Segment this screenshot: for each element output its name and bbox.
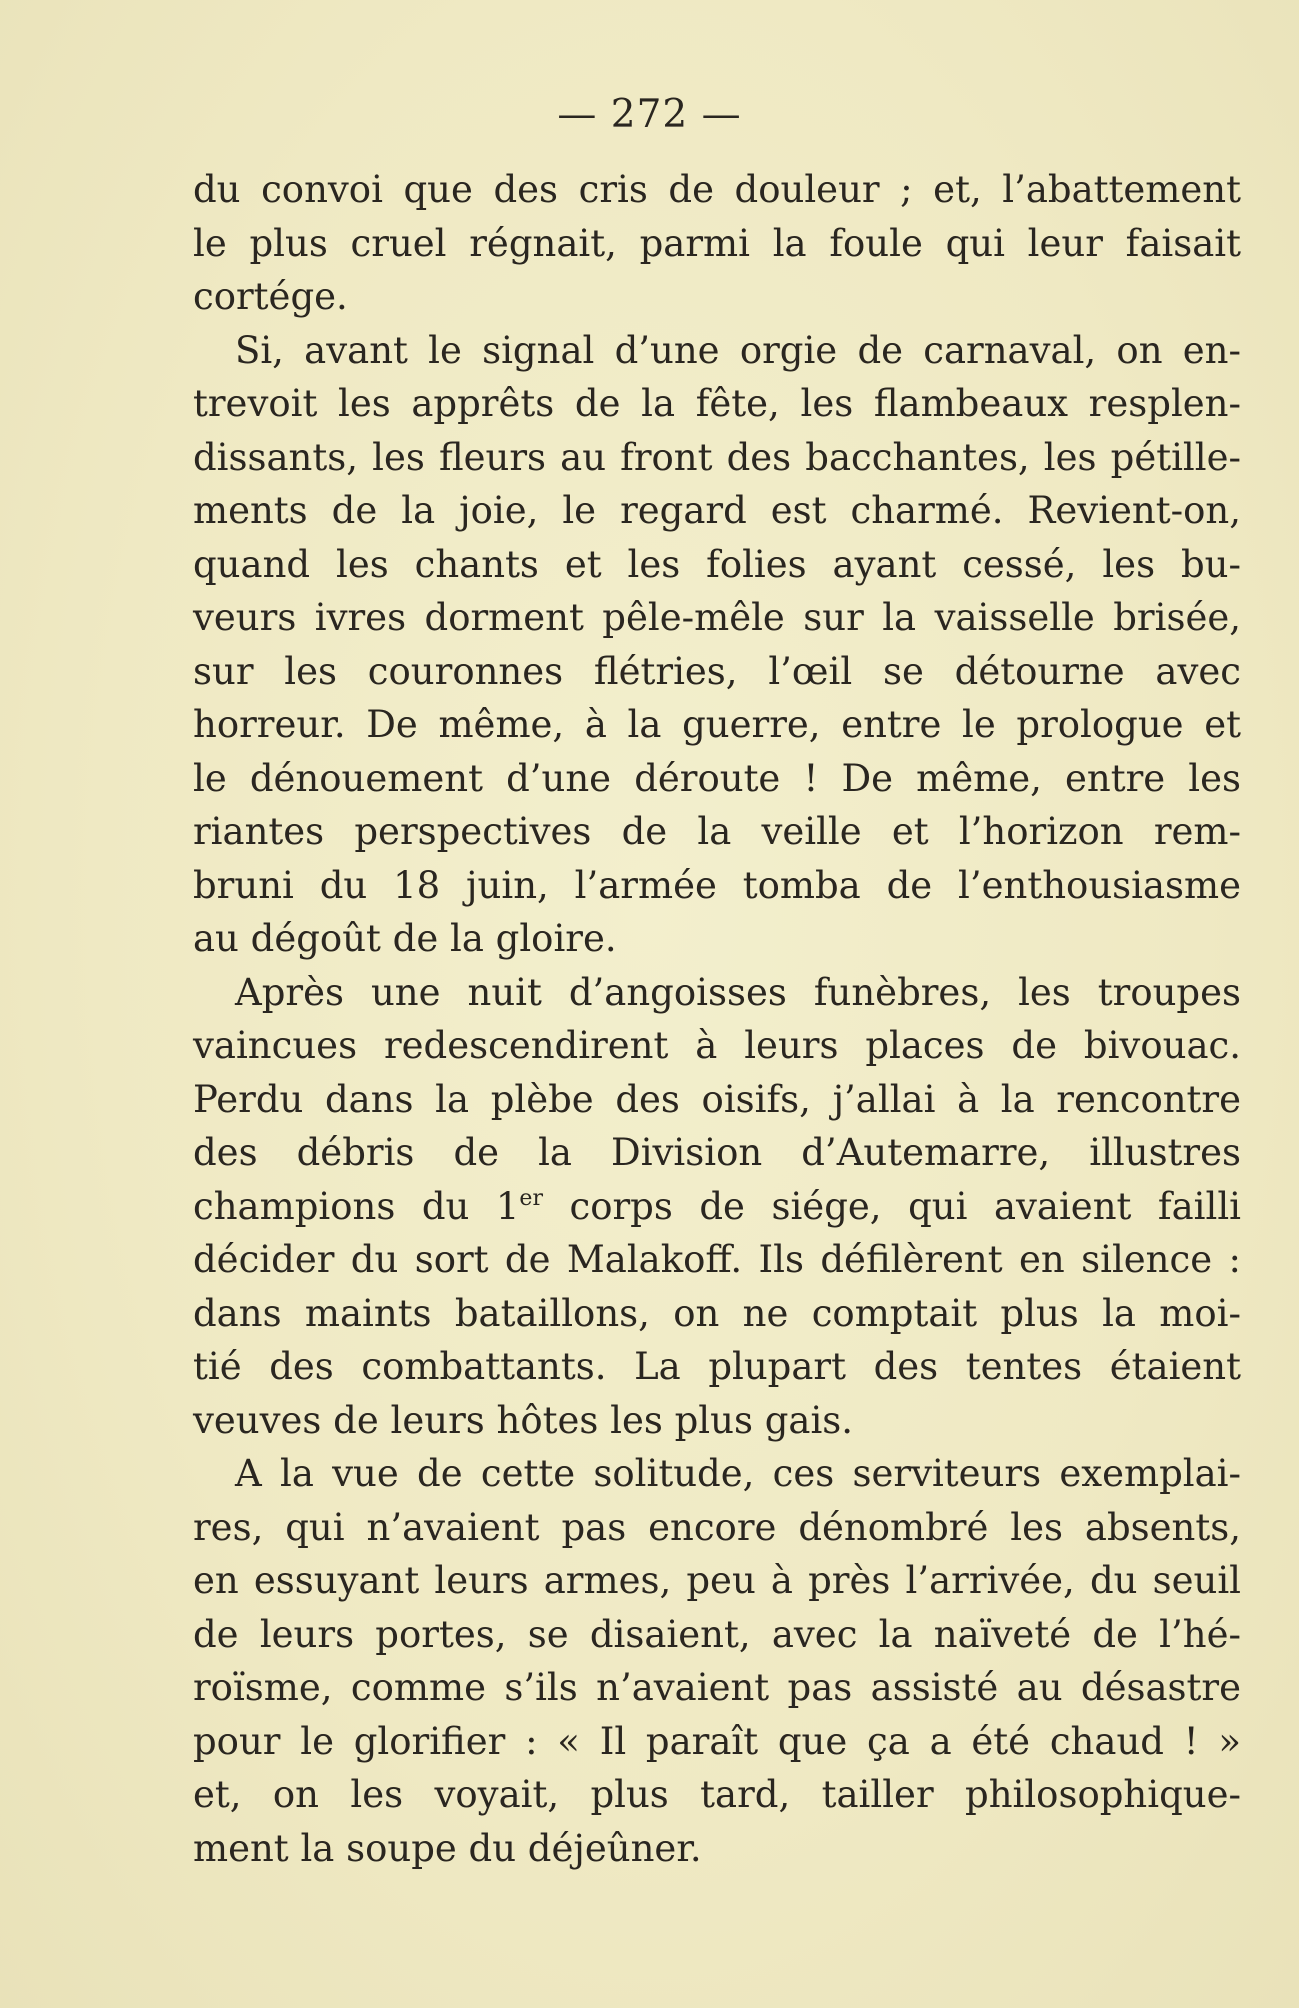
text-line: pour le glorifier : « Il paraît que ça a été chaud ! »: [193, 1719, 1241, 1763]
ordinal-superscript: er: [519, 1185, 543, 1211]
text-line: du convoi que des cris de douleur ; et, l’abattement: [193, 168, 1241, 211]
text-line: ments de la joie, le regard est charmé. Revient-on,: [193, 489, 1241, 532]
page-number: — 272 —: [557, 92, 742, 137]
text-line: roïsme, comme s’ils n’avaient pas assisté au désastre: [193, 1666, 1241, 1709]
text-line: décider du sort de Malakoff. Ils défilèrent en silence :: [193, 1238, 1241, 1281]
text-line: champions du 1er corps de siége, qui avaient failli: [193, 1184, 1242, 1228]
text-line: veurs ivres dorment pêle-mêle sur la vaisselle brisée,: [193, 596, 1241, 639]
text-line: veuves de leurs hôtes les plus gais.: [193, 1398, 854, 1442]
text-line: Après une nuit d’angoisses funèbres, les troupes: [235, 970, 1241, 1014]
text-line: sur les couronnes flétries, l’œil se détourne avec: [193, 649, 1241, 693]
text-line: tié des combattants. La plupart des tentes étaient: [193, 1345, 1241, 1388]
text-line: de leurs portes, se disaient, avec la naïveté de l’hé-: [193, 1612, 1241, 1656]
text-line: cortége.: [193, 275, 348, 318]
text-line: des débris de la Division d’Autemarre, illustres: [193, 1131, 1241, 1174]
text-line: vaincues redescendirent à leurs places de bivouac.: [193, 1024, 1241, 1067]
body-text: [193, 163, 1241, 1875]
text-line: le dénouement d’une déroute ! De même, entre les: [193, 756, 1241, 800]
text-line: trevoit les apprêts de la fête, les flambeaux resplen-: [193, 382, 1241, 425]
text-line: quand les chants et les folies ayant cessé, les bu-: [193, 542, 1241, 586]
text-line: et, on les voyait, plus tard, tailler philosophique-: [193, 1773, 1241, 1816]
text-line: ment la soupe du déjeûner.: [193, 1826, 702, 1870]
text-line: au dégoût de la gloire.: [193, 917, 617, 960]
text-line: A la vue de cette solitude, ces serviteurs exemplai-: [235, 1452, 1241, 1495]
text-line: Perdu dans la plèbe des oisifs, j’allai à la rencontre: [193, 1077, 1241, 1121]
text-line: dissants, les fleurs au front des bacchantes, les pétille-: [193, 435, 1241, 479]
text-line: dans maints bataillons, on ne comptait plus la moi-: [193, 1291, 1241, 1335]
text-line: horreur. De même, à la guerre, entre le prologue et: [193, 703, 1241, 746]
text-line: riantes perspectives de la veille et l’horizon rem-: [193, 810, 1241, 853]
text-line: res, qui n’avaient pas encore dénombré les absents,: [193, 1505, 1241, 1549]
text-line: le plus cruel régnait, parmi la foule qui leur faisait: [193, 221, 1241, 265]
text-line: bruni du 18 juin, l’armée tomba de l’enthousiasme: [193, 863, 1241, 907]
text-line: Si, avant le signal d’une orgie de carnaval, on en-: [235, 328, 1241, 372]
text-line: en essuyant leurs armes, peu à près l’arrivée, du seuil: [193, 1559, 1241, 1602]
